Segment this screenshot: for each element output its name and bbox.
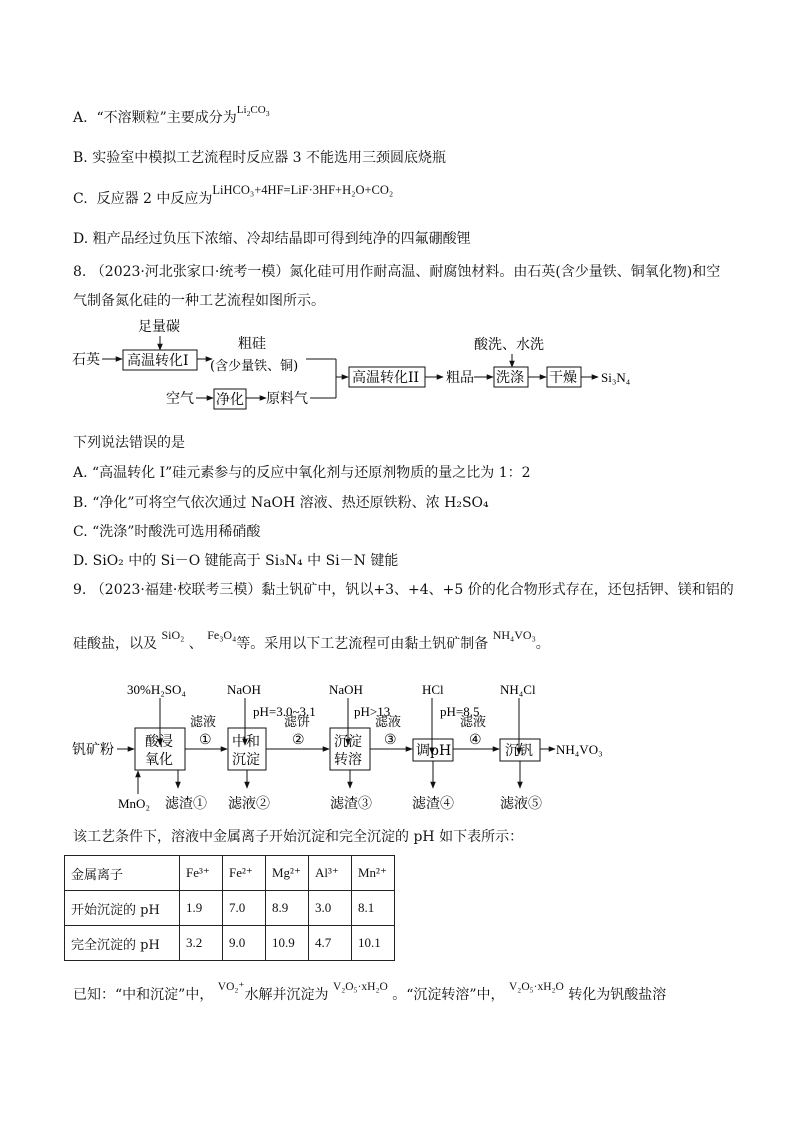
q8-stem-line1: 8. （2023·河北张家口·统考一模）氮化硅可用作耐高温、耐腐蚀材料。由石英(含少量铁、铜氧化物)和空 — [73, 264, 721, 280]
option-text: 反应器 2 中反应为 — [96, 191, 213, 207]
table-cell: 10.9 — [266, 926, 309, 961]
flow-ore: 钒矿粉 — [72, 742, 114, 758]
stem-text: 硅酸盐，以及 — [73, 636, 157, 652]
flow-product: NH₄VO₃ — [556, 742, 603, 757]
table-header-row — [65, 856, 395, 891]
q8-option-b: B. “净化”可将空气依次通过 NaOH 溶液、热还原铁粉、浓 H₂SO₄ — [73, 495, 489, 511]
table-row — [65, 926, 395, 961]
stem-period: 。 — [535, 636, 550, 652]
q8-option-c: C. “洗涤”时酸洗可选用稀硝酸 — [73, 524, 261, 540]
flow-box4-label: 调pH — [416, 743, 452, 759]
table-row — [65, 891, 395, 926]
ion-ph-table — [64, 855, 395, 961]
table-cell: 10.1 — [352, 926, 395, 961]
flow-box5-label: 沉钒 — [505, 743, 533, 759]
flow-wash-note: 酸洗、水洗 — [474, 337, 544, 353]
flow-residue-3: 滤渣③ — [330, 796, 372, 812]
flow-carbon: 足量碳 — [138, 319, 180, 335]
flow-air: 空气 — [166, 391, 194, 407]
flow-mno2: MnO₂ — [118, 796, 150, 811]
reaction-equation: LiHCO₃+4HF=LiF·3HF+H₂O+CO₂ — [212, 183, 394, 197]
q9-stem-line1: 9. （2023·福建·校联考三模）黏土钒矿中，钒以+3、+4、+5 价的化合物形式存在，还包括钾、镁和铝的 — [73, 582, 734, 598]
flow-reagent-nh4cl: NH₄Cl — [500, 682, 536, 697]
flow-mid3-num: ③ — [384, 732, 397, 748]
flow-reagent-naoh-2: NaOH — [329, 682, 363, 697]
flow-box2-line1: 中和 — [232, 734, 260, 750]
q9-flow-diagram — [0, 668, 800, 818]
flow-mid4-top: 滤液 — [460, 715, 487, 730]
table-header-cell: Fe³⁺ — [180, 856, 223, 891]
formula-li2co3: Li2CO3 — [236, 104, 270, 118]
option-label: C. — [73, 191, 88, 207]
flow-crude-si-note: (含少量铁、铜) — [210, 359, 299, 374]
formula-fe3o4: Fe₃O₄ — [207, 628, 237, 642]
flow-mid2-num: ② — [292, 732, 305, 748]
flow-ph-3: pH=8.5 — [440, 704, 480, 719]
flow-residue-5: 滤液⑤ — [500, 796, 542, 812]
flow-product: Si₃N₄ — [601, 370, 631, 385]
table-cell: 完全沉淀的 pH — [65, 926, 180, 961]
flow-box-dry-label: 干燥 — [549, 370, 577, 386]
flow-box1-line2: 氧化 — [145, 752, 173, 768]
q7-option-b: B. 实验室中模拟工艺流程时反应器 3 不能选用三颈圆底烧瓶 — [73, 150, 446, 166]
table-header-cell: 金属离子 — [65, 856, 180, 891]
formula-v2o5: V₂O₅·xH₂O — [332, 981, 388, 993]
q8-stem-line2: 气制备氮化硅的一种工艺流程如图所示。 — [73, 293, 325, 309]
q7-option-d: D. 粗产品经过负压下浓缩、冷却结晶即可得到纯净的四氟硼酸锂 — [73, 231, 471, 247]
q9-stem-line2 — [73, 628, 550, 654]
table-cell: 8.9 — [266, 891, 309, 926]
flow-box-high-temp-2-label: 高温转化II — [352, 370, 420, 386]
known-text: 。“沉淀转溶”中， — [392, 987, 505, 1003]
option-text: “不溶颗粒”主要成分为 — [96, 110, 237, 126]
flow-box3-line1: 沉淀 — [334, 734, 362, 750]
table-header-cell: Mg²⁺ — [266, 856, 309, 891]
flow-raw-gas: 原料气 — [266, 391, 308, 407]
flow-reagent-hcl: HCl — [422, 682, 444, 697]
flow-crude-si: 粗硅 — [238, 336, 266, 352]
flow-residue-2: 滤液② — [228, 796, 270, 812]
formula-vo2: VO₂⁺ — [217, 981, 245, 993]
flow-box1-line1: 酸浸 — [145, 734, 173, 750]
formula-sio2: SiO₂ — [161, 628, 185, 642]
flow-mid2-top: 滤饼 — [284, 715, 311, 730]
q8-option-a: A. “高温转化 I”硅元素参与的反应中氧化剂与还原剂物质的量之比为 1：2 — [73, 465, 531, 481]
table-cell: 8.1 — [352, 891, 395, 926]
flow-box-wash-label: 洗涤 — [496, 370, 524, 386]
table-cell: 7.0 — [223, 891, 266, 926]
flow-box-purify-label: 净化 — [216, 392, 244, 408]
q8-flow-diagram — [0, 314, 800, 414]
stem-separator: 、 — [188, 636, 203, 652]
flow-residue-1: 滤渣① — [165, 796, 207, 812]
q9-table-intro: 该工艺条件下，溶液中金属离子开始沉淀和完全沉淀的 pH 如下表所示： — [73, 829, 524, 845]
flow-mid1-top: 滤液 — [190, 715, 217, 730]
q8-prompt: 下列说法错误的是 — [73, 435, 185, 451]
flow-box3-line2: 转溶 — [334, 752, 362, 768]
flow-ph-2: pH>13 — [354, 704, 391, 719]
option-label: A. — [73, 110, 88, 126]
flow-residue-4: 滤渣④ — [412, 796, 454, 812]
formula-v2o5-b: V₂O₅·xH₂O — [509, 981, 564, 993]
flow-box2-line2: 沉淀 — [232, 752, 260, 768]
known-text: 水解并沉淀为 — [244, 987, 329, 1003]
table-cell: 3.2 — [180, 926, 223, 961]
known-text: 已知：“中和沉淀”中， — [73, 987, 214, 1003]
flow-mid3-top: 滤液 — [375, 715, 402, 730]
flow-box-high-temp-1-label: 高温转化I — [127, 353, 189, 369]
q9-known-line — [73, 981, 667, 1006]
flow-reagent-naoh-1: NaOH — [227, 682, 261, 697]
known-text: 转化为钒酸盐溶 — [568, 987, 667, 1003]
table-cell: 3.0 — [309, 891, 352, 926]
table-header-cell: Fe²⁺ — [223, 856, 266, 891]
flow-quartz: 石英 — [72, 352, 100, 368]
table-cell: 4.7 — [309, 926, 352, 961]
formula-nh4vo3: NH₄VO₃ — [492, 628, 536, 642]
flow-crude-product: 粗品 — [446, 370, 474, 386]
stem-text: 等。采用以下工艺流程可由黏土钒矿制备 — [236, 636, 489, 652]
flow-reagent-acid: 30%H₂SO₄ — [127, 682, 186, 697]
flow-ph-1: pH=3.0~3.1 — [253, 704, 316, 719]
q7-option-c — [73, 183, 394, 209]
q8-option-d: D. SiO₂ 中的 Si－O 键能高于 Si₃N₄ 中 Si－N 键能 — [73, 553, 399, 569]
table-cell: 9.0 — [223, 926, 266, 961]
table-header-cell: Mn²⁺ — [352, 856, 395, 891]
q7-option-a — [73, 104, 270, 133]
flow-mid1-num: ① — [199, 732, 212, 748]
flow-mid4-num: ④ — [469, 732, 482, 748]
table-header-cell: Al³⁺ — [309, 856, 352, 891]
table-cell: 1.9 — [180, 891, 223, 926]
table-cell: 开始沉淀的 pH — [65, 891, 180, 926]
